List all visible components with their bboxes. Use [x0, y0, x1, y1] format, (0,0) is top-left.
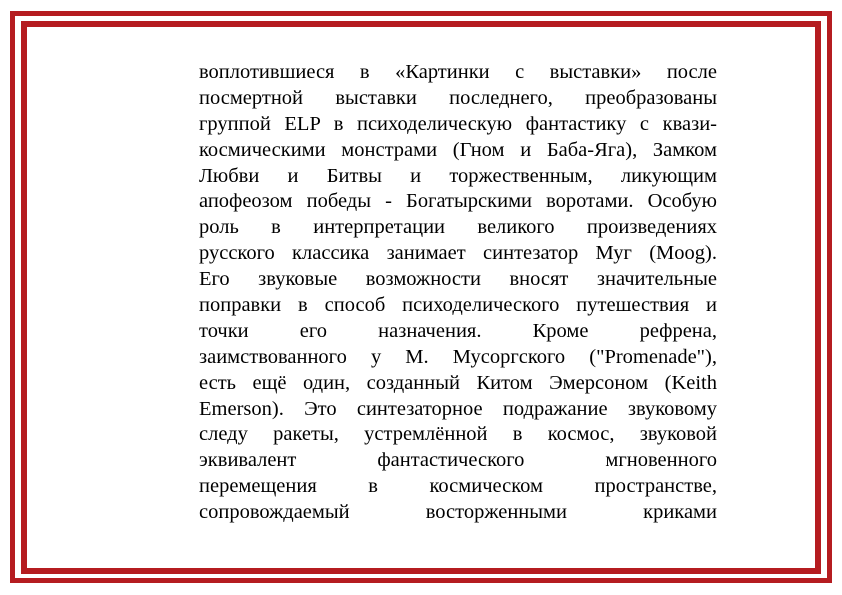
text-line: заимствованного у М. Мусоргского ("Promenade"),: [199, 345, 717, 368]
text-line: следу ракеты, устремлённой в космос, звуковой: [199, 423, 717, 446]
text-line: точки его назначения. Кроме рефрена,: [199, 319, 717, 342]
text-line: апофеозом победы - Богатырскими воротами. Особую: [199, 190, 717, 213]
text-line: Его звуковые возможности вносят значительные: [199, 268, 717, 291]
text-line: сопровождаемый восторженными криками: [199, 501, 717, 524]
text-line: русского классика занимает синтезатор Муг (Moog).: [199, 242, 717, 265]
text-line: Любви и Битвы и торжественным, ликующим: [199, 164, 717, 187]
text-line: группой ELP в психоделическую фантастику с квази-: [199, 112, 717, 135]
text-line: перемещения в космическом пространстве,: [199, 475, 717, 498]
text-line: посмертной выставки последнего, преобразованы: [199, 86, 717, 109]
text-line: космическими монстрами (Гном и Баба-Яга), Замком: [199, 138, 717, 161]
text-line: воплотившиеся в «Картинки с выставки» после: [199, 61, 717, 83]
text-line: поправки в способ психоделического путешествия и: [199, 294, 717, 317]
text-line: есть ещё один, созданный Китом Эмерсоном (Keith: [199, 371, 717, 394]
text-line: Emerson). Это синтезаторное подражание звуковому: [199, 397, 717, 420]
text-line: эквивалент фантастического мгновенного: [199, 449, 717, 472]
text-line: роль в интерпретации великого произведениях: [199, 216, 717, 239]
body-text: [199, 60, 717, 526]
